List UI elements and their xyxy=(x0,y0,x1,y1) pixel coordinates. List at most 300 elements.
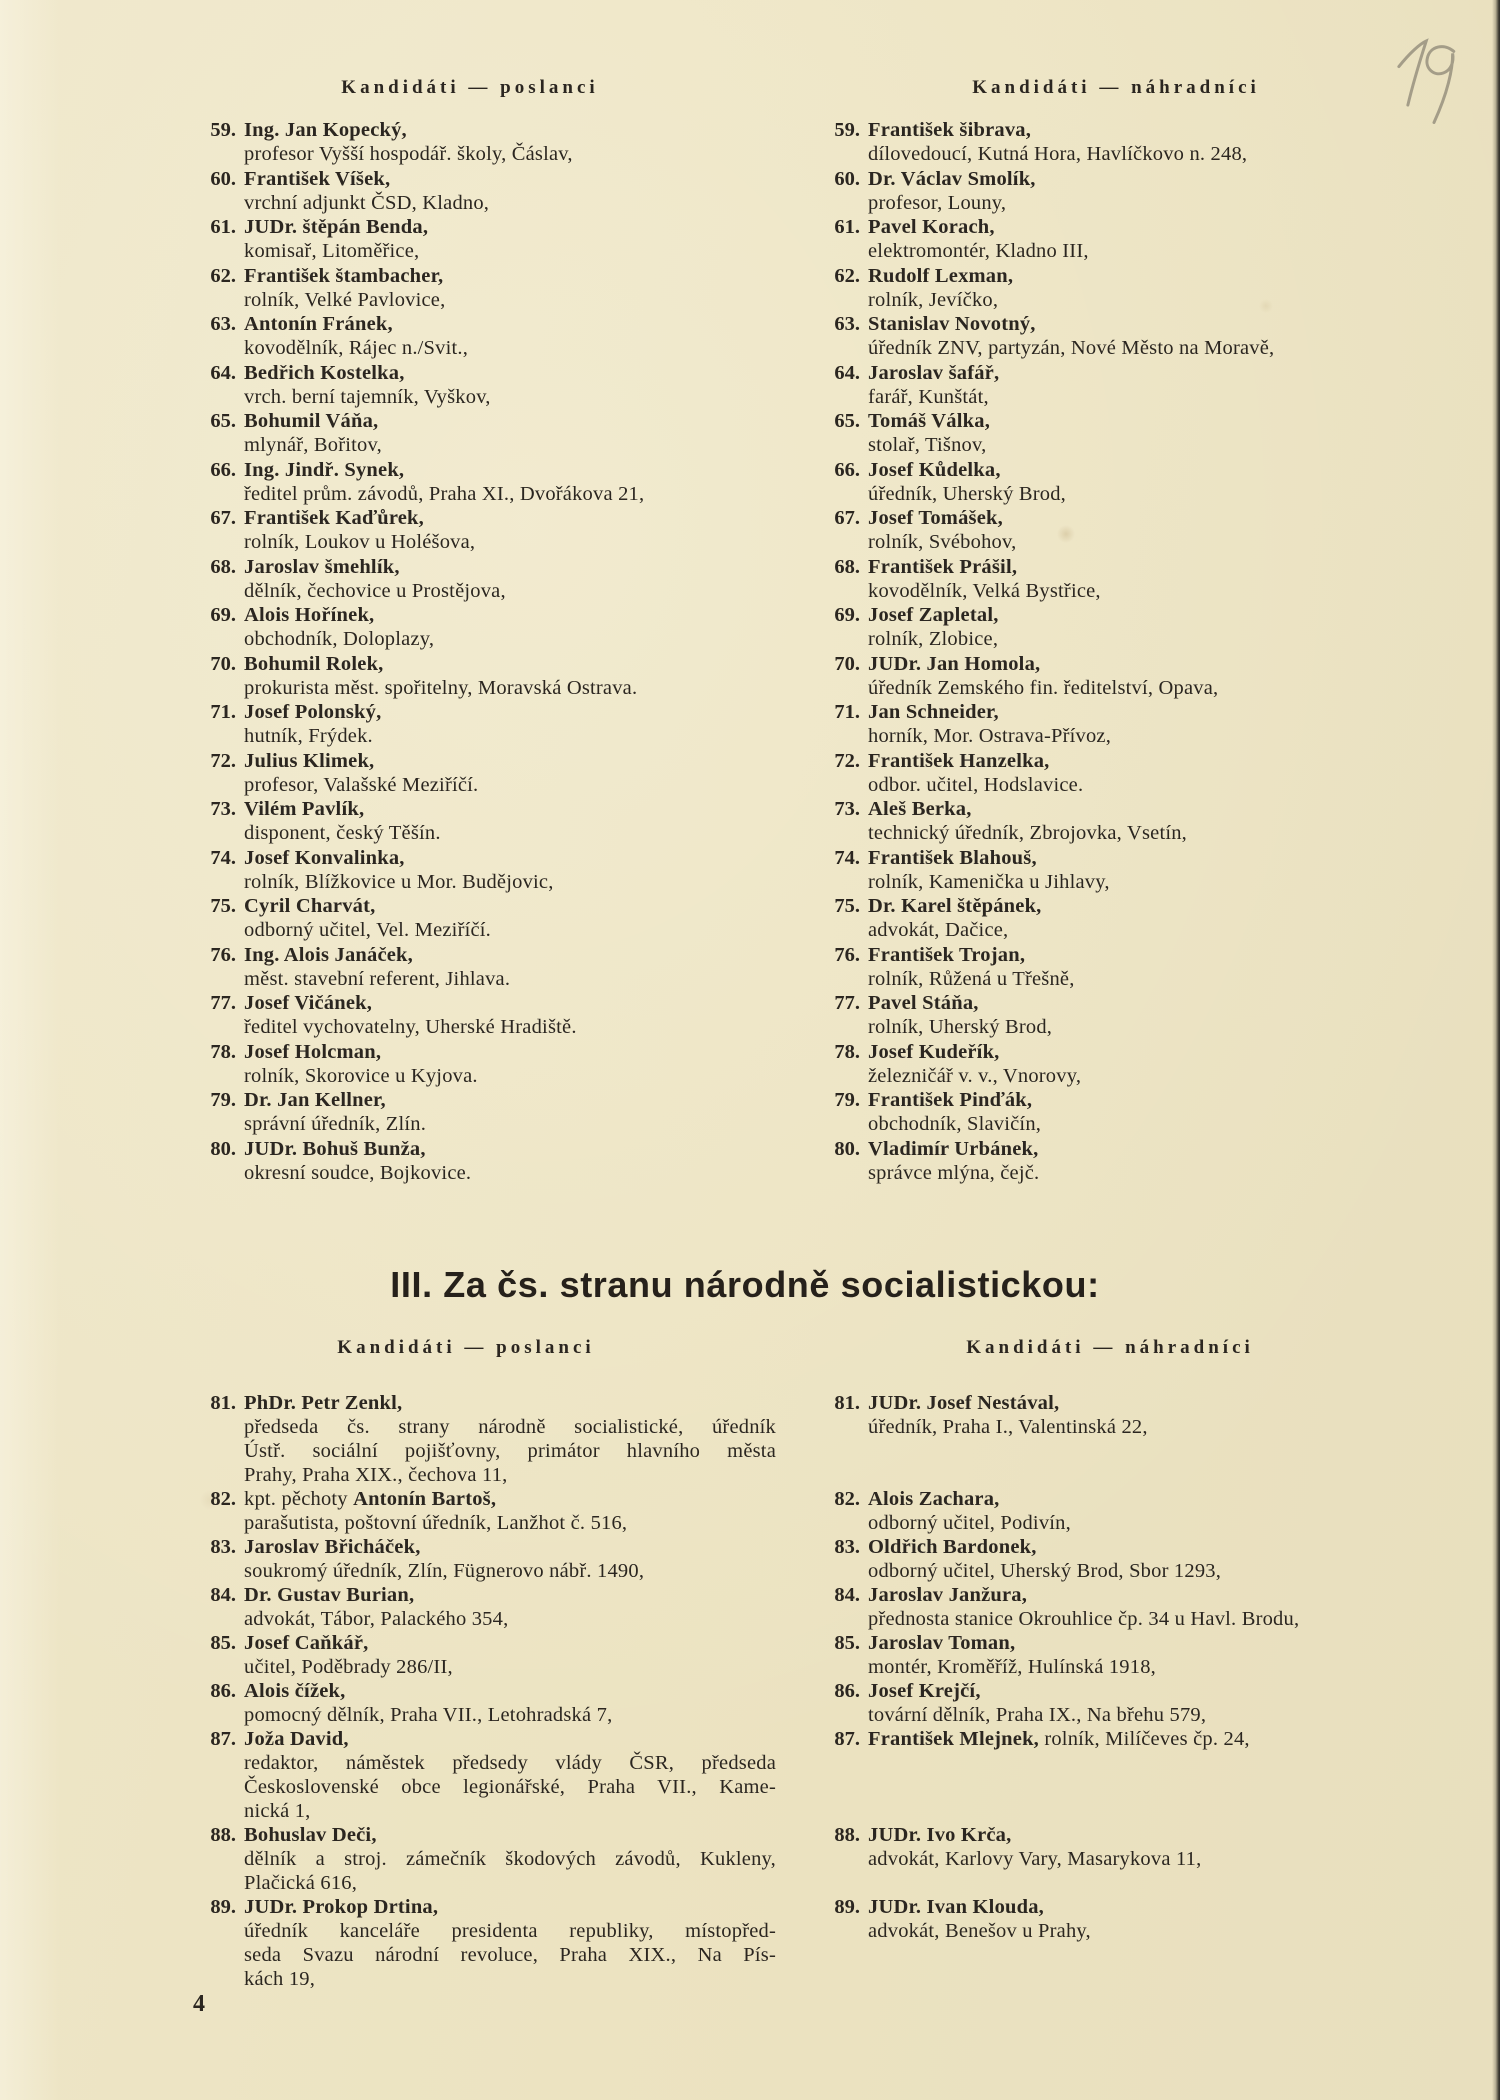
entry-number: 83. xyxy=(834,1536,860,1558)
entry-number: 63. xyxy=(834,313,860,335)
candidate-entry-left xyxy=(236,1823,830,1895)
candidate-name-line xyxy=(868,409,1500,433)
candidate-name: Jaroslav Janžura, xyxy=(868,1584,1028,1606)
candidate-entry-right xyxy=(860,167,1500,216)
candidate-list-top xyxy=(0,118,1500,1185)
candidate-description: dělník a stroj. zámečník škodových závodů, Kukleny, xyxy=(244,1848,776,1870)
candidate-entry-right xyxy=(860,1088,1500,1137)
candidate-entry-left xyxy=(236,1040,830,1089)
candidate-entry-right xyxy=(860,1823,1500,1895)
candidate-description: montér, Kroměříž, Hulínská 1918, xyxy=(868,1656,1156,1678)
entry-number: 61. xyxy=(834,216,860,238)
candidate-name-line xyxy=(868,1823,1500,1847)
candidate-description: okresní soudce, Bojkovice. xyxy=(244,1161,472,1184)
entry-number: 61. xyxy=(210,216,236,238)
candidate-row xyxy=(0,846,1500,895)
entry-number: 60. xyxy=(210,167,236,190)
candidate-name: Ing. Jan Kopecký, xyxy=(244,119,407,141)
candidate-name: Alois Hořínek, xyxy=(244,604,375,626)
candidate-description: rolník, Velké Pavlovice, xyxy=(244,288,446,311)
candidate-entry-right xyxy=(860,943,1500,992)
candidate-list-bottom xyxy=(0,1391,1500,1991)
candidate-entry-left xyxy=(236,264,830,313)
candidate-name-line xyxy=(244,361,830,385)
candidate-entry-left xyxy=(236,458,830,507)
entry-number: 68. xyxy=(834,555,860,578)
candidate-description: rolník, Růžená u Třešně, xyxy=(868,967,1075,990)
candidate-entry-right xyxy=(860,1727,1500,1823)
entry-number: 81. xyxy=(834,1392,860,1414)
candidate-name: JUDr. Josef Nestával, xyxy=(868,1392,1060,1414)
candidate-description: tovární dělník, Praha IX., Na břehu 579, xyxy=(868,1704,1207,1726)
candidate-name: JUDr. štěpán Benda, xyxy=(244,216,429,238)
candidate-name-line xyxy=(244,991,830,1015)
candidate-description: mlynář, Bořitov, xyxy=(244,434,382,457)
page-number: 4 xyxy=(193,1991,205,2017)
candidate-row xyxy=(0,943,1500,992)
candidate-entry-left xyxy=(236,846,830,895)
candidate-name-line xyxy=(868,458,1500,482)
entry-number: 84. xyxy=(210,1584,236,1606)
candidate-row xyxy=(0,1679,1500,1727)
candidate-description: obchodník, Doloplazy, xyxy=(244,628,435,651)
entry-number: 85. xyxy=(834,1632,860,1654)
candidate-name: Antonín Fránek, xyxy=(244,313,393,335)
candidate-description: odbor. učitel, Hodslavice. xyxy=(868,773,1084,796)
candidate-name: František šibrava, xyxy=(868,119,1032,141)
candidate-description: rolník, Svébohov, xyxy=(868,531,1017,554)
candidate-row xyxy=(0,215,1500,264)
section-heading: III. Za čs. stranu národně socialistickou: xyxy=(390,1264,1100,1305)
entry-number: 63. xyxy=(210,313,236,335)
entry-number: 89. xyxy=(210,1896,236,1918)
candidate-entry-left xyxy=(236,1391,830,1487)
candidate-description: odborný učitel, Vel. Meziříčí. xyxy=(244,919,492,942)
candidate-description: advokát, Benešov u Prahy, xyxy=(868,1920,1091,1942)
candidate-entry-right xyxy=(860,1487,1500,1535)
candidate-description: pomocný dělník, Praha VII., Letohradská 7, xyxy=(244,1704,613,1726)
candidate-name-line xyxy=(868,361,1500,385)
candidate-description: měst. stavební referent, Jihlava. xyxy=(244,967,511,990)
entry-number: 75. xyxy=(210,895,236,917)
candidate-description: rolník, Blížkovice u Mor. Budějovic, xyxy=(244,870,554,893)
candidate-name-line xyxy=(244,167,830,191)
candidate-description: rolník, Zlobice, xyxy=(868,628,999,651)
candidate-name-line xyxy=(868,846,1500,870)
entry-number: 78. xyxy=(834,1040,860,1063)
candidate-entry-right xyxy=(860,361,1500,410)
candidate-name-line xyxy=(868,1040,1500,1064)
candidate-name: Dr. Gustav Burian, xyxy=(244,1584,415,1606)
candidate-description: nická 1, xyxy=(244,1800,311,1822)
candidate-description: železničář v. v., Vnorovy, xyxy=(868,1064,1082,1087)
entry-number: 79. xyxy=(834,1089,860,1111)
candidate-name-line xyxy=(244,215,830,239)
candidate-row xyxy=(0,749,1500,798)
entry-number: 67. xyxy=(834,507,860,529)
candidate-description: vrchní adjunkt ČSD, Kladno, xyxy=(244,191,490,214)
candidate-description: hutník, Frýdek. xyxy=(244,725,373,748)
candidate-entry-left xyxy=(236,652,830,701)
candidate-description: úředník kanceláře presidenta republiky, místopřed- xyxy=(244,1920,776,1942)
candidate-name-line xyxy=(868,1895,1500,1919)
candidate-entry-left xyxy=(236,1088,830,1137)
candidate-name-line xyxy=(868,1583,1500,1607)
candidate-row xyxy=(0,1727,1500,1823)
entry-number: 88. xyxy=(834,1824,860,1846)
candidate-entry-left xyxy=(236,506,830,555)
candidate-name: Bohumil Rolek, xyxy=(244,652,384,675)
entry-number: 85. xyxy=(210,1632,236,1654)
candidate-name: František Trojan, xyxy=(868,943,1026,966)
candidate-name: Josef Kudeřík, xyxy=(868,1040,1000,1063)
candidate-name: Ing. Jindř. Synek, xyxy=(244,458,405,481)
candidate-entry-right xyxy=(860,458,1500,507)
candidate-entry-right xyxy=(860,1535,1500,1583)
entry-number: 71. xyxy=(210,701,236,723)
candidate-name: Antonín Bartoš, xyxy=(353,1488,497,1510)
candidate-name-line xyxy=(868,652,1500,676)
candidate-description: kovodělník, Rájec n./Svit., xyxy=(244,337,469,360)
candidate-row xyxy=(0,458,1500,507)
candidate-entry-left xyxy=(236,894,830,943)
candidate-entry-right xyxy=(860,555,1500,604)
candidate-row xyxy=(0,167,1500,216)
entry-number: 76. xyxy=(210,943,236,966)
candidate-name-line xyxy=(868,215,1500,239)
candidate-name: JUDr. Ivo Krča, xyxy=(868,1824,1012,1846)
candidate-entry-left xyxy=(236,603,830,652)
candidate-description: kovodělník, Velká Bystřice, xyxy=(868,579,1101,602)
entry-number: 74. xyxy=(210,846,236,869)
candidate-entry-left xyxy=(236,1487,830,1535)
candidate-name: JUDr. Ivan Klouda, xyxy=(868,1896,1044,1918)
candidate-description: parašutista, poštovní úředník, Lanžhot č. 516, xyxy=(244,1512,628,1534)
candidate-row xyxy=(0,264,1500,313)
entry-number: 60. xyxy=(834,167,860,190)
candidate-name-line xyxy=(244,603,830,627)
candidate-name-line xyxy=(244,1391,830,1415)
candidate-name-line xyxy=(868,1631,1500,1655)
candidate-description: farář, Kunštát, xyxy=(868,385,989,408)
candidate-entry-right xyxy=(860,603,1500,652)
candidate-name-line xyxy=(244,1583,830,1607)
candidate-description: úředník, Uherský Brod, xyxy=(868,482,1066,505)
candidate-name-line xyxy=(868,1088,1500,1112)
candidate-name: Alois Zachara, xyxy=(868,1488,1000,1510)
entry-number: 59. xyxy=(210,119,236,141)
candidate-entry-left xyxy=(236,118,830,167)
candidate-name-line xyxy=(868,603,1500,627)
candidate-name-line xyxy=(244,1727,830,1751)
candidate-row xyxy=(0,312,1500,361)
candidate-name: JUDr. Jan Homola, xyxy=(868,652,1041,675)
candidate-entry-left xyxy=(236,1679,830,1727)
candidate-description: úředník ZNV, partyzán, Nové Město na Moravě, xyxy=(868,337,1275,360)
entry-number: 73. xyxy=(834,798,860,820)
candidate-row xyxy=(0,652,1500,701)
candidate-name: Josef Krejčí, xyxy=(868,1680,981,1702)
candidate-entry-left xyxy=(236,797,830,846)
entry-number: 66. xyxy=(834,458,860,481)
entry-number: 73. xyxy=(210,798,236,820)
candidate-description: rolník, Kamenička u Jihlavy, xyxy=(868,870,1110,893)
candidate-name-line xyxy=(244,1895,830,1919)
candidate-name: František Prášil, xyxy=(868,555,1018,578)
candidate-description: úředník, Praha I., Valentinská 22, xyxy=(868,1416,1148,1438)
candidate-name: František Hanzelka, xyxy=(868,749,1050,772)
entry-number: 65. xyxy=(210,410,236,432)
candidate-description: profesor Vyšší hospodář. školy, Čáslav, xyxy=(244,143,573,166)
candidate-name: Alois čížek, xyxy=(244,1680,346,1702)
candidate-row xyxy=(0,1391,1500,1487)
candidate-name: Jaroslav šafář, xyxy=(868,361,1000,384)
candidate-name-line xyxy=(244,1823,830,1847)
candidate-row xyxy=(0,1040,1500,1089)
candidate-entry-right xyxy=(860,894,1500,943)
candidate-name: Julius Klimek, xyxy=(244,749,375,772)
candidate-name: Pavel Korach, xyxy=(868,216,995,238)
candidate-description: profesor, Valašské Meziříčí. xyxy=(244,773,479,796)
candidate-description: ředitel prům. závodů, Praha XI., Dvořákova 21, xyxy=(244,482,645,505)
column-header-nahradnici-top: Kandidáti — náhradníci xyxy=(972,77,1260,98)
candidate-entry-right xyxy=(860,264,1500,313)
entry-number: 76. xyxy=(834,943,860,966)
candidate-name-line xyxy=(868,749,1500,773)
candidate-description: disponent, český Těšín. xyxy=(244,822,441,845)
candidate-name-line xyxy=(244,749,830,773)
candidate-name-line xyxy=(868,312,1500,336)
candidate-description: předseda čs. strany národně socialistické, úředník xyxy=(244,1416,776,1438)
entry-number: 66. xyxy=(210,458,236,481)
candidate-name: Jaroslav Břicháček, xyxy=(244,1536,421,1558)
candidate-entry-right xyxy=(860,215,1500,264)
candidate-name: JUDr. Bohuš Bunža, xyxy=(244,1137,426,1160)
candidate-entry-right xyxy=(860,506,1500,555)
entry-number: 62. xyxy=(834,264,860,287)
candidate-entry-right xyxy=(860,118,1500,167)
candidate-name-line xyxy=(868,1679,1500,1703)
candidate-name: Pavel Stáňa, xyxy=(868,992,979,1014)
candidate-entry-right xyxy=(860,1583,1500,1631)
candidate-description: správce mlýna, čejč. xyxy=(868,1161,1040,1184)
candidate-description: odborný učitel, Uherský Brod, Sbor 1293, xyxy=(868,1560,1222,1582)
entry-number: 68. xyxy=(210,555,236,578)
entry-number: 69. xyxy=(834,604,860,626)
candidate-name: Joža David, xyxy=(244,1728,349,1750)
candidate-name: Oldřich Bardonek, xyxy=(868,1536,1037,1558)
candidate-name: František Víšek, xyxy=(244,167,391,190)
candidate-name-line xyxy=(244,1040,830,1064)
candidate-entry-left xyxy=(236,167,830,216)
entry-number: 72. xyxy=(210,749,236,772)
candidate-entry-left xyxy=(236,361,830,410)
candidate-entry-right xyxy=(860,700,1500,749)
candidate-row xyxy=(0,603,1500,652)
candidate-name-line xyxy=(868,118,1500,142)
candidate-name: Aleš Berka, xyxy=(868,798,972,820)
candidate-entry-left xyxy=(236,1895,830,1991)
candidate-row xyxy=(0,991,1500,1040)
candidate-name: Josef Tomášek, xyxy=(868,507,1003,529)
candidate-row xyxy=(0,894,1500,943)
entry-number: 75. xyxy=(834,895,860,917)
candidate-description: advokát, Karlovy Vary, Masarykova 11, xyxy=(868,1848,1202,1870)
candidate-entry-right xyxy=(860,846,1500,895)
candidate-description: dílovedoucí, Kutná Hora, Havlíčkovo n. 248, xyxy=(868,143,1248,166)
candidate-name: Vilém Pavlík, xyxy=(244,798,365,820)
candidate-name-prefix: kpt. pěchoty xyxy=(244,1488,354,1510)
candidate-name-line xyxy=(868,1535,1500,1559)
candidate-description: rolník, Skorovice u Kyjova. xyxy=(244,1064,478,1087)
candidate-name-suffix: rolník, Milíčeves čp. 24, xyxy=(1039,1728,1250,1750)
candidate-name: PhDr. Petr Zenkl, xyxy=(244,1392,403,1414)
candidate-description: odborný učitel, Podivín, xyxy=(868,1512,1071,1534)
candidate-name-line xyxy=(244,1631,830,1655)
candidate-name-line xyxy=(868,1137,1500,1161)
candidate-name-line xyxy=(244,894,830,918)
candidate-description: vrch. berní tajemník, Vyškov, xyxy=(244,385,491,408)
entry-number: 78. xyxy=(210,1040,236,1063)
candidate-name: Bohuslav Deči, xyxy=(244,1824,377,1846)
candidate-description: komisař, Litoměřice, xyxy=(244,240,420,263)
column-header-poslanci-top: Kandidáti — poslanci xyxy=(341,77,599,98)
entry-number: 67. xyxy=(210,507,236,529)
entry-number: 80. xyxy=(210,1137,236,1160)
candidate-row xyxy=(0,506,1500,555)
candidate-description: redaktor, náměstek předsedy vlády ČSR, předseda xyxy=(244,1752,776,1774)
candidate-entry-right xyxy=(860,1895,1500,1991)
candidate-name-line xyxy=(244,118,830,142)
candidate-entry-left xyxy=(236,1583,830,1631)
candidate-description: horník, Mor. Ostrava-Přívoz, xyxy=(868,725,1112,748)
candidate-row xyxy=(0,1535,1500,1583)
candidate-name-line xyxy=(868,1487,1500,1511)
candidate-name-line xyxy=(244,555,830,579)
candidate-name-line xyxy=(868,167,1500,191)
entry-number: 70. xyxy=(834,652,860,675)
candidate-description: advokát, Tábor, Palackého 354, xyxy=(244,1608,509,1630)
candidate-description: přednosta stanice Okrouhlice čp. 34 u Havl. Brodu, xyxy=(868,1608,1300,1630)
candidate-name: Josef Vičánek, xyxy=(244,992,373,1014)
candidate-entry-right xyxy=(860,1391,1500,1487)
entry-number: 72. xyxy=(834,749,860,772)
candidate-name: František Pinďák, xyxy=(868,1089,1033,1111)
candidate-description: ředitel vychovatelny, Uherské Hradiště. xyxy=(244,1016,577,1039)
candidate-entry-left xyxy=(236,749,830,798)
candidate-name: JUDr. Prokop Drtina, xyxy=(244,1896,439,1918)
candidate-entry-right xyxy=(860,409,1500,458)
candidate-description: rolník, Loukov u Holéšova, xyxy=(244,531,476,554)
candidate-name-line xyxy=(244,700,830,724)
candidate-entry-right xyxy=(860,991,1500,1040)
candidate-description: správní úředník, Zlín. xyxy=(244,1113,427,1136)
entry-number: 89. xyxy=(834,1896,860,1918)
candidate-entry-right xyxy=(860,312,1500,361)
candidate-entry-right xyxy=(860,749,1500,798)
candidate-name-line xyxy=(868,1727,1500,1751)
candidate-name-line xyxy=(244,409,830,433)
candidate-name: František štambacher, xyxy=(244,264,444,287)
candidate-description: Plačická 616, xyxy=(244,1872,358,1894)
candidate-row xyxy=(0,700,1500,749)
candidate-name: Josef Kůdelka, xyxy=(868,458,1001,481)
candidate-name-line xyxy=(868,700,1500,724)
candidate-entry-right xyxy=(860,1631,1500,1679)
candidate-name: Dr. Jan Kellner, xyxy=(244,1089,386,1111)
candidate-entry-right xyxy=(860,1137,1500,1186)
entry-number: 88. xyxy=(210,1824,236,1846)
candidate-name: František Mlejnek, xyxy=(868,1728,1039,1750)
entry-number: 59. xyxy=(834,119,860,141)
candidate-name: Dr. Karel štěpánek, xyxy=(868,895,1042,917)
candidate-name: Josef Caňkář, xyxy=(244,1632,369,1654)
candidate-name: Josef Holcman, xyxy=(244,1040,382,1063)
candidate-row xyxy=(0,555,1500,604)
candidate-name-line xyxy=(868,797,1500,821)
entry-number: 71. xyxy=(834,701,860,723)
entry-number: 81. xyxy=(210,1392,236,1414)
candidate-description: úředník Zemského fin. ředitelství, Opava, xyxy=(868,676,1219,699)
candidate-entry-left xyxy=(236,991,830,1040)
entry-number: 86. xyxy=(210,1680,236,1702)
entry-number: 86. xyxy=(834,1680,860,1702)
candidate-description: rolník, Uherský Brod, xyxy=(868,1016,1053,1039)
candidate-name: František Kaďůrek, xyxy=(244,507,424,529)
entry-number: 84. xyxy=(834,1584,860,1606)
entry-number: 87. xyxy=(210,1728,236,1750)
candidate-name: Cyril Charvát, xyxy=(244,895,376,917)
candidate-description: Ústř. sociální pojišťovny, primátor hlavního města xyxy=(244,1440,776,1462)
candidate-description: Československé obce legionářské, Praha VII., Kame- xyxy=(244,1776,776,1798)
candidate-name-line xyxy=(868,894,1500,918)
candidate-entry-left xyxy=(236,1727,830,1823)
candidate-entry-left xyxy=(236,215,830,264)
candidate-name-line xyxy=(868,943,1500,967)
candidate-name-line xyxy=(244,846,830,870)
candidate-row xyxy=(0,118,1500,167)
candidate-description: kách 19, xyxy=(244,1968,316,1990)
candidate-name-line xyxy=(868,1391,1500,1415)
candidate-description: stolař, Tišnov, xyxy=(868,434,987,457)
candidate-name-line xyxy=(244,506,830,530)
candidate-entry-left xyxy=(236,312,830,361)
candidate-name: Tomáš Válka, xyxy=(868,410,991,432)
candidate-row xyxy=(0,1137,1500,1186)
candidate-description: prokurista měst. spořitelny, Moravská Ostrava. xyxy=(244,676,638,699)
entry-number: 70. xyxy=(210,652,236,675)
entry-number: 65. xyxy=(834,410,860,432)
candidate-description: rolník, Jevíčko, xyxy=(868,288,999,311)
entry-number: 79. xyxy=(210,1089,236,1111)
column-header-poslanci-bottom: Kandidáti — poslanci xyxy=(337,1337,595,1358)
candidate-name: Bedřich Kostelka, xyxy=(244,361,405,384)
entry-number: 64. xyxy=(834,361,860,384)
candidate-description: advokát, Dačice, xyxy=(868,919,1009,942)
candidate-name-line xyxy=(244,1487,830,1511)
candidate-description: elektromontér, Kladno III, xyxy=(868,240,1089,263)
candidate-name: Josef Polonský, xyxy=(244,701,382,723)
candidate-name: Jaroslav šmehlík, xyxy=(244,555,400,578)
candidate-name-line xyxy=(244,264,830,288)
candidate-entry-left xyxy=(236,409,830,458)
column-header-nahradnici-bottom: Kandidáti — náhradníci xyxy=(966,1337,1254,1358)
entry-number: 80. xyxy=(834,1137,860,1160)
candidate-entry-right xyxy=(860,797,1500,846)
candidate-row xyxy=(0,1631,1500,1679)
entry-number: 82. xyxy=(834,1488,860,1510)
entry-number: 64. xyxy=(210,361,236,384)
